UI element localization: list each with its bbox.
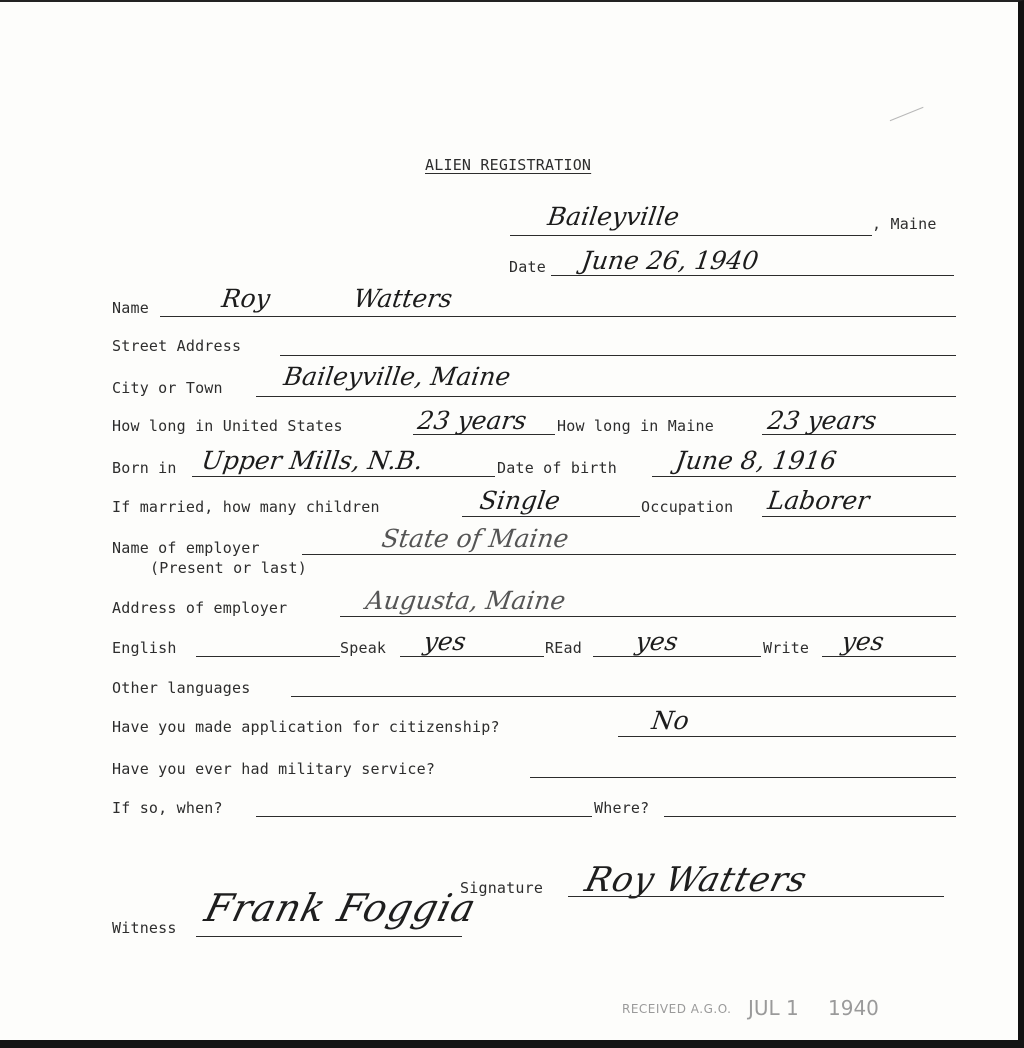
citizenship-line [618, 736, 956, 737]
how-long-us-value: 23 years [415, 406, 529, 435]
employer-line [302, 554, 956, 555]
read-label: REad [545, 639, 582, 657]
write-line [822, 656, 956, 657]
where-label: Where? [594, 799, 650, 817]
dob-label: Date of birth [497, 459, 617, 477]
write-label: Write [763, 639, 810, 657]
city-label: City or Town [112, 379, 223, 397]
employer-value: State of Maine [379, 524, 571, 553]
town-value: Baileyville [545, 202, 682, 231]
employer-address-line [340, 616, 956, 617]
received-stamp-label: RECEIVED A.G.O. [622, 1002, 732, 1016]
other-languages-label: Other languages [112, 679, 251, 697]
occupation-line [762, 516, 956, 517]
signature-value: Roy Watters [581, 860, 812, 900]
citizenship-label: Have you made application for citizenship? [112, 718, 500, 736]
received-stamp-year: 1940 [828, 996, 879, 1020]
speak-line [400, 656, 544, 657]
name-line [160, 316, 956, 317]
born-in-value: Upper Mills, N.B. [199, 446, 425, 475]
name-last-value: Watters [351, 284, 455, 313]
dob-line [652, 476, 956, 477]
speak-value: yes [421, 627, 468, 656]
city-value: Baileyville, Maine [281, 362, 513, 391]
employer-label: Name of employer [112, 539, 260, 557]
speak-label: Speak [340, 639, 387, 657]
signature-line [568, 896, 944, 897]
dob-value: June 8, 1916 [673, 446, 839, 475]
how-long-maine-line [762, 434, 956, 435]
employer-note: (Present or last) [150, 559, 307, 577]
occupation-value: Laborer [765, 486, 872, 515]
military-label: Have you ever had military service? [112, 760, 436, 778]
date-label: Date [509, 258, 546, 276]
if-so-when-label: If so, when? [112, 799, 223, 817]
how-long-maine-value: 23 years [765, 406, 879, 435]
date-line [551, 275, 954, 276]
english-line [196, 656, 340, 657]
state-label: , Maine [872, 215, 937, 233]
how-long-maine-label: How long in Maine [557, 417, 714, 435]
city-line [256, 396, 956, 397]
how-long-us-label: How long in United States [112, 417, 343, 435]
born-in-line [192, 476, 495, 477]
check-mark [885, 94, 924, 121]
if-so-when-line [256, 816, 592, 817]
employer-address-label: Address of employer [112, 599, 288, 617]
street-address-label: Street Address [112, 337, 242, 355]
street-address-line [280, 355, 956, 356]
date-value: June 26, 1940 [579, 246, 761, 275]
read-line [593, 656, 761, 657]
read-value: yes [633, 627, 680, 656]
write-value: yes [839, 627, 886, 656]
military-line [530, 777, 956, 778]
employer-address-value: Augusta, Maine [363, 586, 568, 615]
scan-bottom-edge [0, 1040, 1024, 1048]
citizenship-value: No [649, 706, 691, 735]
children-value: Single [477, 486, 563, 515]
occupation-label: Occupation [641, 498, 734, 516]
where-line [664, 816, 956, 817]
town-line [510, 235, 872, 236]
born-in-label: Born in [112, 459, 177, 477]
name-label: Name [112, 299, 149, 317]
witness-signature: Frank Foggia [200, 886, 481, 930]
witness-line [196, 936, 462, 937]
received-stamp-date: JUL 1 [748, 996, 799, 1020]
signature-label: Signature [460, 879, 544, 897]
form-title: ALIEN REGISTRATION [425, 156, 592, 174]
children-label: If married, how many children [112, 498, 380, 516]
witness-label: Witness [112, 919, 177, 937]
how-long-us-line [413, 434, 555, 435]
children-line [462, 516, 640, 517]
other-languages-line [291, 696, 956, 697]
english-label: English [112, 639, 177, 657]
name-first-value: Roy [219, 284, 273, 313]
